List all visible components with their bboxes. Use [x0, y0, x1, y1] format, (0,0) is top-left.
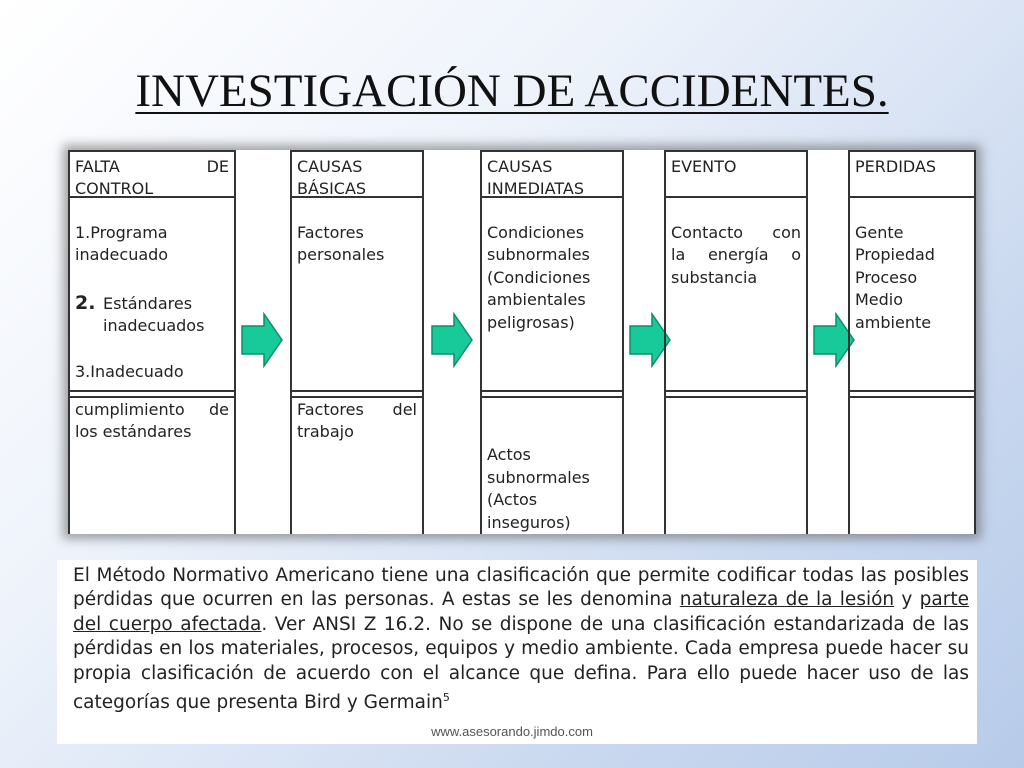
causal-diagram — [68, 150, 976, 534]
header-text: FALTA — [75, 157, 120, 176]
item-text: Condiciones — [487, 223, 585, 242]
column-causas-inmediatas — [480, 150, 624, 534]
naturaleza-de-la-lesion-link: naturaleza de la lesión — [679, 589, 895, 611]
item-number: 2. — [75, 292, 96, 314]
header-text: PERDIDAS — [855, 157, 937, 176]
arrow-right-icon — [430, 312, 474, 368]
column-falta-de-control — [68, 150, 236, 534]
item-text: Factores — [297, 223, 364, 242]
description-box — [57, 560, 977, 744]
top-cell — [850, 196, 974, 392]
column-evento — [664, 150, 808, 534]
arrow-right-icon — [240, 312, 284, 368]
item-text: ambiente — [855, 313, 932, 332]
description-paragraph — [73, 564, 969, 716]
column-causas-basicas — [290, 150, 424, 534]
header-text: CONTROL — [75, 179, 154, 198]
bottom-cell — [850, 396, 974, 534]
item-text: inadecuado — [75, 245, 169, 264]
item-text: ambientales — [487, 290, 586, 309]
top-cell — [482, 196, 622, 392]
header-text: DE — [206, 157, 229, 176]
top-cell — [666, 196, 806, 392]
item-text: de — [209, 400, 229, 419]
item-text: personales — [297, 245, 385, 264]
parte-del-cuerpo-afectada-link: parte del cuerpo afectada — [73, 589, 969, 635]
item-text: la energía o — [671, 245, 801, 264]
top-cell — [70, 196, 234, 392]
header-cell — [482, 150, 622, 198]
header-cell — [850, 150, 974, 198]
header-text: EVENTO — [671, 157, 737, 176]
item-text: Propiedad — [855, 245, 935, 264]
item-text: los estándares — [75, 422, 192, 441]
item-text: (Condiciones — [487, 268, 591, 287]
item-text: inseguros) — [487, 513, 571, 532]
item-text: trabajo — [297, 422, 354, 441]
item-text: peligrosas) — [487, 313, 575, 332]
item-text: inadecuados — [103, 316, 205, 335]
item-text: Estándares — [103, 294, 193, 313]
item-text: Proceso — [855, 268, 918, 287]
item-text: subnormales — [487, 468, 590, 487]
paragraph-text: . Ver ANSI Z 16.2. No se dispone de una clasificación estandarizada de las pérdidas en los materiales, procesos, equipos y medio ambiente. Cada empresa puede hacer su propia clasificación de acuerdo con el alcance que defina. Para ello puede hacer uso de las categorías que presenta Bird y Germain — [73, 613, 969, 714]
header-text: INMEDIATAS — [487, 179, 584, 198]
bottom-cell — [666, 396, 806, 534]
bottom-cell — [482, 396, 622, 534]
item-text: Factores — [297, 400, 364, 419]
header-text: BÁSICAS — [297, 179, 367, 198]
footer-url: www.asesorando.jimdo.com — [431, 724, 593, 739]
item-text: Contacto con — [671, 223, 801, 242]
item-text: cumplimiento — [75, 400, 185, 419]
footnote-marker: 5 — [442, 691, 450, 705]
item-text: del — [392, 400, 417, 419]
slide-title: INVESTIGACIÓN DE ACCIDENTES. — [135, 65, 889, 117]
item-text: 1.Programa — [75, 223, 168, 242]
bottom-cell — [70, 396, 234, 534]
column-perdidas — [848, 150, 976, 534]
header-text: CAUSAS — [297, 157, 363, 176]
item-text: Actos — [487, 445, 531, 464]
item-text: Gente — [855, 223, 904, 242]
paragraph-text: y — [894, 589, 920, 611]
bottom-cell — [292, 396, 422, 534]
header-cell — [666, 150, 806, 198]
item-text: substancia — [671, 268, 758, 287]
header-cell — [70, 150, 234, 198]
paragraph-text: El Método Normativo Americano tiene una clasificación que permite codificar todas las posibles pérdidas que ocurren en las personas. A estas se les denomina — [73, 565, 969, 611]
item-text: (Actos — [487, 490, 538, 509]
item-text: 3.Inadecuado — [75, 362, 184, 381]
item-text: subnormales — [487, 245, 590, 264]
item-text: Medio — [855, 290, 904, 309]
header-cell — [292, 150, 422, 198]
header-text: CAUSAS — [487, 157, 553, 176]
top-cell — [292, 196, 422, 392]
